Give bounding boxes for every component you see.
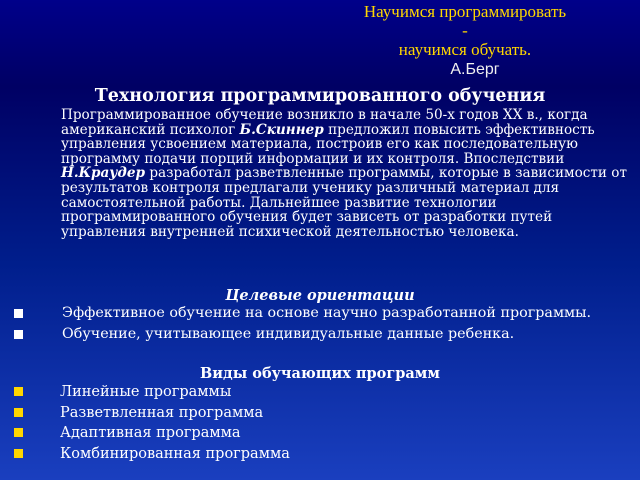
list-item [14, 446, 614, 462]
square-bullet-icon [14, 309, 23, 318]
goal-text: Обучение, учитывающее индивидуальные данные ребенка. [62, 326, 515, 342]
body-text-part-3: разработал разветвленные программы, которые в зависимости от результатов контроля предлагали ученику различный материал для самостоятельной работы. Дальнейшее развитие технологии программированного обучения будет зависеть от разработки путей управления внутренней психической деятельностью человека. [61, 165, 627, 240]
epigraph-line-1: Научимся программировать [363, 2, 567, 21]
name-crowder: Н.Краудер [61, 165, 145, 182]
square-bullet-icon [14, 428, 23, 437]
goals-list [14, 306, 624, 348]
body-text-part-2: предложил повысить эффективность управления усвоением материала, построив его как последовательную программу подачи порций информации и их контроля. Впоследствии [61, 121, 595, 167]
list-item [14, 425, 614, 441]
square-bullet-icon [14, 387, 23, 396]
square-bullet-icon [14, 408, 23, 417]
epigraph [330, 2, 600, 79]
type-text: Линейные программы [60, 384, 232, 400]
type-text: Разветвленная программа [60, 404, 264, 421]
list-item [14, 327, 624, 342]
type-text: Комбинированная программа [60, 445, 290, 462]
type-text: Адаптивная программа [60, 425, 241, 442]
list-item [14, 384, 614, 400]
square-bullet-icon [14, 449, 23, 458]
name-skinner: Б.Скиннер [239, 121, 324, 138]
types-heading: Виды обучающих программ [200, 365, 440, 382]
list-item [14, 306, 624, 321]
types-list [14, 384, 614, 466]
list-item [14, 405, 614, 421]
body-paragraph [61, 108, 631, 239]
epigraph-line-3: научимся обучать. [398, 40, 532, 59]
epigraph-line-2: - [462, 21, 468, 40]
square-bullet-icon [14, 330, 23, 339]
goal-text: Эффективное обучение на основе научно разработанной программы. [62, 305, 592, 321]
epigraph-author: А.Берг [450, 61, 500, 78]
slide-title: Технология программированного обучения [94, 86, 546, 106]
goals-heading: Целевые ориентации [225, 287, 415, 304]
body-text-part-1: Программированное обучение возникло в начале 50-х годов XX в., когда американский психолог [61, 107, 588, 138]
